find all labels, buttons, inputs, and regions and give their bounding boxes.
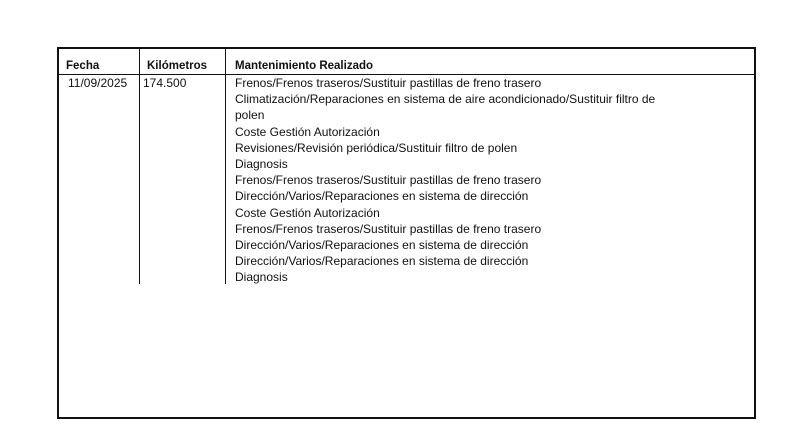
- maintenance-item: Dirección/Varios/Reparaciones en sistema de dirección: [235, 254, 529, 269]
- table-header: [59, 49, 754, 75]
- maintenance-item: Frenos/Frenos traseros/Sustituir pastillas de freno trasero: [235, 173, 542, 188]
- header-fecha: Fecha: [66, 60, 100, 72]
- header-mantenimiento: Mantenimiento Realizado: [235, 60, 374, 72]
- maintenance-item: Diagnosis: [235, 270, 288, 285]
- maintenance-item: Coste Gestión Autorización: [235, 205, 380, 220]
- maintenance-item: Revisiones/Revisión periódica/Sustituir filtro de polen: [235, 140, 518, 155]
- maintenance-item: Dirección/Varios/Reparaciones en sistema de dirección: [235, 238, 529, 253]
- cell-fecha: 11/09/2025: [68, 76, 128, 90]
- maintenance-item: Frenos/Frenos traseros/Sustituir pastillas de freno trasero: [235, 221, 542, 236]
- column-divider: [139, 49, 140, 74]
- column-divider: [139, 74, 140, 284]
- maintenance-item: Frenos/Frenos traseros/Sustituir pastillas de freno trasero: [235, 76, 542, 90]
- maintenance-table: [57, 47, 756, 419]
- maintenance-item: Coste Gestión Autorización: [235, 124, 380, 139]
- header-kilometros: Kilómetros: [147, 60, 208, 72]
- maintenance-item: polen: [235, 108, 265, 123]
- maintenance-item: Diagnosis: [235, 157, 288, 172]
- maintenance-item: Dirección/Varios/Reparaciones en sistema de dirección: [235, 189, 529, 204]
- column-divider: [225, 49, 226, 284]
- maintenance-list: [235, 75, 655, 286]
- cell-kilometros: 174.500: [143, 76, 187, 90]
- maintenance-item: Climatización/Reparaciones en sistema de aire acondicionado/Sustituir filtro de: [235, 92, 656, 107]
